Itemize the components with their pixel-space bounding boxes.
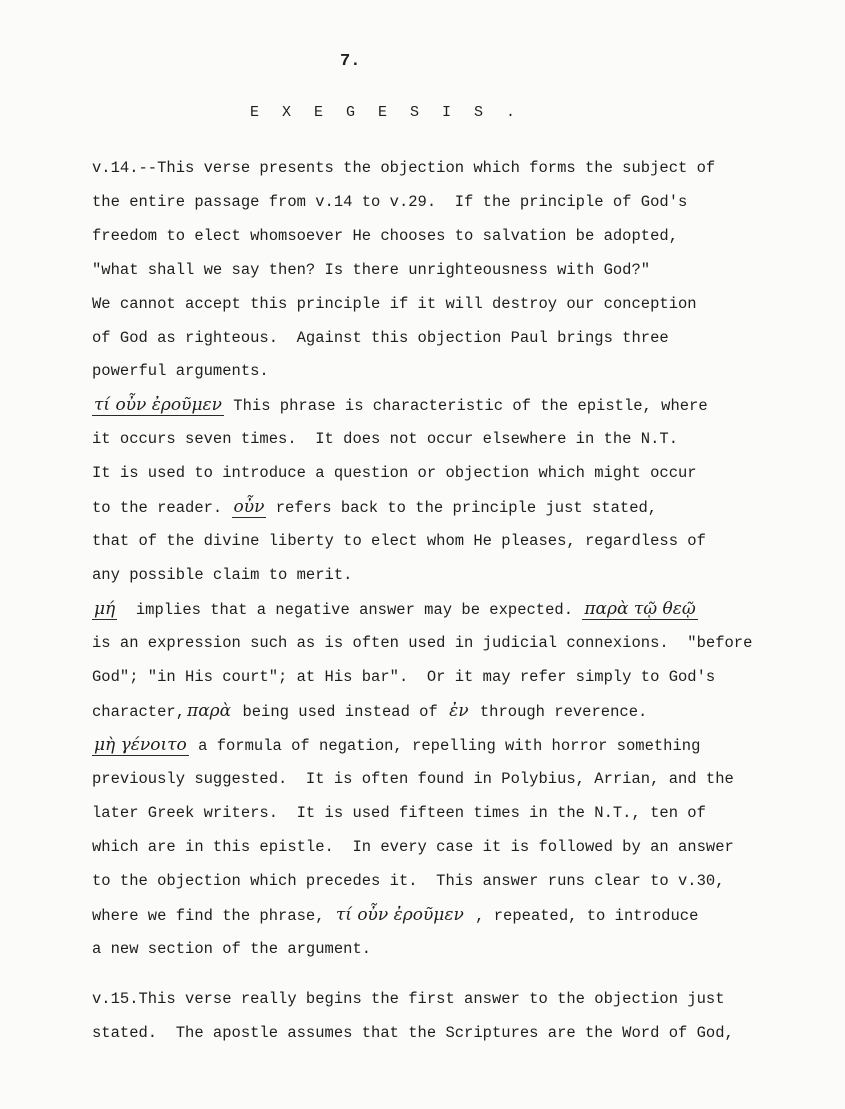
text-span: being used instead of	[233, 703, 448, 721]
greek-word: μή	[94, 599, 116, 619]
text-line: v.14.--This verse presents the objection which forms the subject of	[92, 159, 716, 177]
text-line: powerful arguments.	[92, 362, 269, 380]
greek-phrase: μὴ γένοιτο	[94, 735, 187, 755]
text-span: a formula of negation, repelling with horror something	[188, 737, 701, 755]
text-line	[92, 701, 647, 721]
text-line	[92, 395, 708, 415]
text-span: , repeated, to introduce	[465, 907, 699, 925]
page-number: 7.	[340, 52, 361, 71]
text-line: is an expression such as is often used in judicial connexions. "before	[92, 634, 753, 652]
text-line: which are in this epistle. In every case it is followed by an answer	[92, 838, 734, 856]
text-span: to the reader.	[92, 499, 232, 517]
text-line	[92, 735, 700, 755]
text-line: to the objection which precedes it. This answer runs clear to v.30,	[92, 872, 725, 890]
greek-word: παρὰ	[187, 701, 232, 721]
text-line: v.15.This verse really begins the first answer to the objection just	[92, 990, 725, 1008]
greek-word: ἐν	[449, 701, 469, 721]
text-line: of God as righteous. Against this objection Paul brings three	[92, 329, 669, 347]
greek-phrase: τί οὖν ἐροῦμεν	[94, 395, 222, 415]
text-line: a new section of the argument.	[92, 940, 372, 958]
section-heading: E X E G E S I S .	[250, 104, 523, 121]
text-span: character,	[92, 703, 186, 721]
text-span: where we find the phrase,	[92, 907, 334, 925]
text-line: later Greek writers. It is used fifteen times in the N.T., ten of	[92, 804, 706, 822]
text-line	[92, 905, 698, 925]
text-line: stated. The apostle assumes that the Scriptures are the Word of God,	[92, 1024, 734, 1042]
text-line	[92, 497, 657, 517]
greek-phrase: παρὰ τῷ θεῷ	[584, 599, 696, 619]
greek-phrase: τί οὖν ἐροῦμεν	[335, 905, 464, 925]
text-span: This phrase is characteristic of the epistle, where	[223, 397, 708, 415]
text-span: implies that a negative answer may be expected.	[117, 601, 583, 619]
text-line: it occurs seven times. It does not occur elsewhere in the N.T.	[92, 430, 678, 448]
text-span: through reverence.	[470, 703, 648, 721]
text-line: any possible claim to merit.	[92, 566, 353, 584]
text-line: God"; "in His court"; at His bar". Or it may refer simply to God's	[92, 668, 716, 686]
text-line: "what shall we say then? Is there unrighteousness with God?"	[92, 261, 651, 279]
greek-word: οὖν	[233, 497, 265, 517]
text-line: that of the divine liberty to elect whom He pleases, regardless of	[92, 532, 706, 550]
text-line	[92, 599, 698, 619]
text-line: It is used to introduce a question or objection which might occur	[92, 464, 697, 482]
text-line: freedom to elect whomsoever He chooses to salvation be adopted,	[92, 227, 678, 245]
text-line: We cannot accept this principle if it will destroy our conception	[92, 295, 697, 313]
text-line: the entire passage from v.14 to v.29. If the principle of God's	[92, 193, 688, 211]
text-line: previously suggested. It is often found in Polybius, Arrian, and the	[92, 770, 734, 788]
text-span: refers back to the principle just stated,	[266, 499, 658, 517]
